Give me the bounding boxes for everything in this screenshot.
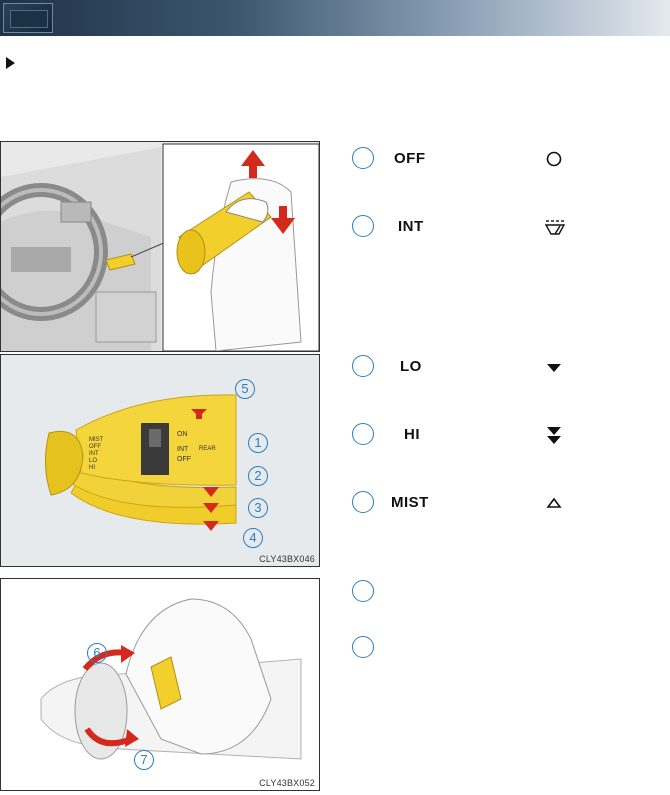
legend-label-off: OFF bbox=[394, 150, 426, 167]
up-triangle-outline-icon bbox=[544, 493, 564, 513]
callout-5: 5 bbox=[235, 379, 255, 399]
legend-label-mist: MIST bbox=[391, 494, 429, 511]
double-down-triangle-icon bbox=[544, 425, 564, 445]
callout-7: 7 bbox=[134, 750, 154, 770]
legend-row-off bbox=[352, 147, 582, 171]
legend-label-lo: LO bbox=[400, 358, 422, 375]
intermittent-wiper-icon bbox=[544, 217, 564, 237]
callout-2: 2 bbox=[248, 466, 268, 486]
lever-mode-off: OFF bbox=[89, 444, 101, 450]
lever-mode-hi: HI bbox=[89, 465, 95, 471]
callout-circle-6 bbox=[352, 580, 374, 602]
callout-6: 6 bbox=[87, 643, 107, 663]
figure-code-bottom: CLY43BX052 bbox=[259, 778, 315, 788]
callout-circle-7 bbox=[352, 636, 374, 658]
legend-row-lo bbox=[352, 355, 582, 379]
callout-circle-5 bbox=[352, 491, 374, 513]
callout-circle-3 bbox=[352, 355, 374, 377]
lever-label-on: ON bbox=[177, 431, 188, 438]
bullet-arrow-icon bbox=[6, 57, 15, 69]
knob-adjust-illustration bbox=[0, 578, 320, 791]
figure-code-top: CLY43BX046 bbox=[259, 554, 315, 564]
legend-row-int bbox=[352, 215, 582, 239]
legend-row-mist bbox=[352, 491, 582, 515]
legend-row-7 bbox=[352, 636, 582, 660]
lever-label-int: INT bbox=[177, 446, 189, 453]
legend-row-hi bbox=[352, 423, 582, 447]
dashboard-illustration bbox=[0, 141, 320, 352]
legend-label-hi: HI bbox=[404, 426, 420, 443]
callout-circle-4 bbox=[352, 423, 374, 445]
lever-mode-lo: LO bbox=[89, 458, 98, 464]
lever-mode-int: INT bbox=[89, 451, 99, 457]
lever-label-rear: REAR bbox=[199, 446, 216, 452]
callout-circle-2 bbox=[352, 215, 374, 237]
lever-mode-mist: MIST bbox=[89, 437, 104, 443]
legend-row-6 bbox=[352, 580, 582, 604]
lever-position-illustration bbox=[0, 354, 320, 567]
callout-1: 1 bbox=[248, 433, 268, 453]
section-thumbnail-icon bbox=[3, 3, 53, 33]
single-down-triangle-icon bbox=[544, 357, 564, 377]
legend-label-int: INT bbox=[398, 218, 424, 235]
callout-3: 3 bbox=[248, 498, 268, 518]
callout-4: 4 bbox=[243, 528, 263, 548]
lever-label-off: OFF bbox=[177, 456, 191, 463]
section-header-bar bbox=[0, 0, 670, 36]
circle-icon bbox=[544, 149, 564, 169]
lever-mode-list bbox=[89, 437, 103, 472]
callout-circle-1 bbox=[352, 147, 374, 169]
